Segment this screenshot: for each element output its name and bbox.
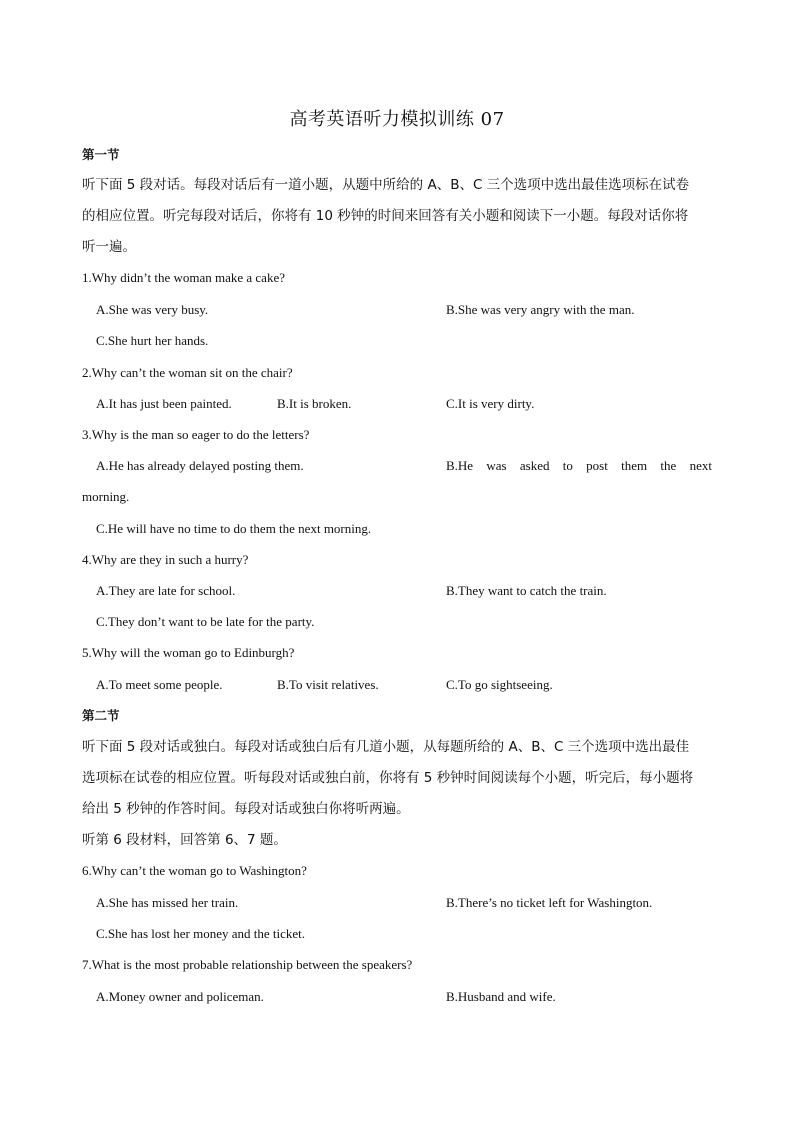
option-a: A.They are late for school.	[96, 583, 236, 598]
option-a: A.It has just been painted.	[96, 396, 232, 411]
option-c: C.She has lost her money and the ticket.	[96, 926, 306, 941]
option-b: B.It is broken.	[277, 396, 352, 411]
option-c: C.She hurt her hands.	[96, 333, 209, 348]
option-b-word: them	[621, 458, 648, 473]
option-b: B.There’s no ticket left for Washington.	[446, 895, 653, 910]
page-title: 高考英语听力模拟训练 07	[289, 109, 505, 130]
instruction-line: 听下面 5 段对话。每段对话后有一道小题，从题中所给的 A、B、C 三个选项中选出最佳选项标在试卷	[82, 177, 690, 193]
option-b-word: was	[486, 458, 507, 473]
section-heading: 第二节	[82, 708, 120, 723]
section-heading: 第一节	[82, 147, 120, 162]
instruction-line: 听一遍。	[82, 239, 136, 255]
instruction-line: 给出 5 秒钟的作答时间。每段对话或独白你将听两遍。	[82, 801, 410, 817]
option-b-word: B.He	[446, 458, 474, 473]
option-b-word: the	[660, 458, 677, 473]
material-note: 听第 6 段材料，回答第 6、7 题。	[82, 832, 287, 848]
option-b	[446, 457, 712, 475]
option-a: A.She was very busy.	[96, 302, 209, 317]
instruction-line: 选项标在试卷的相应位置。听每段对话或独白前，你将有 5 秒钟时间阅读每个小题，听完后，每小题将	[82, 770, 694, 786]
option-b-word: to	[562, 458, 573, 473]
question-stem: 7.What is the most probable relationship between the speakers?	[82, 957, 413, 972]
option-b-word: next	[689, 458, 712, 473]
option-b: B.She was very angry with the man.	[446, 302, 635, 317]
option-b-word: asked	[519, 458, 550, 473]
question-stem: 5.Why will the woman go to Edinburgh?	[82, 645, 295, 660]
question-stem: 6.Why can’t the woman go to Washington?	[82, 863, 307, 878]
option-a: A.To meet some people.	[96, 677, 223, 692]
option-a: A.She has missed her train.	[96, 895, 239, 910]
option-a: A.He has already delayed posting them.	[96, 458, 304, 473]
question-stem: 2.Why can’t the woman sit on the chair?	[82, 365, 293, 380]
option-c: C.He will have no time to do them the next morning.	[96, 521, 372, 536]
question-stem: 1.Why didn’t the woman make a cake?	[82, 270, 285, 285]
option-b-continuation: morning.	[82, 489, 130, 504]
option-c: C.They don’t want to be late for the party.	[96, 614, 315, 629]
option-a: A.Money owner and policeman.	[96, 989, 264, 1004]
instruction-line: 的相应位置。听完每段对话后，你将有 10 秒钟的时间来回答有关小题和阅读下一小题。每段对话你将	[82, 208, 689, 224]
question-stem: 4.Why are they in such a hurry?	[82, 552, 249, 567]
question-stem: 3.Why is the man so eager to do the letters?	[82, 427, 310, 442]
option-b: B.They want to catch the train.	[446, 583, 607, 598]
option-c: C.To go sightseeing.	[446, 677, 553, 692]
option-b-word: post	[586, 458, 608, 473]
option-b: B.To visit relatives.	[277, 677, 379, 692]
option-b: B.Husband and wife.	[446, 989, 556, 1004]
instruction-line: 听下面 5 段对话或独白。每段对话或独白后有几道小题，从每题所给的 A、B、C 三个选项中选出最佳	[82, 739, 690, 755]
option-c: C.It is very dirty.	[446, 396, 535, 411]
